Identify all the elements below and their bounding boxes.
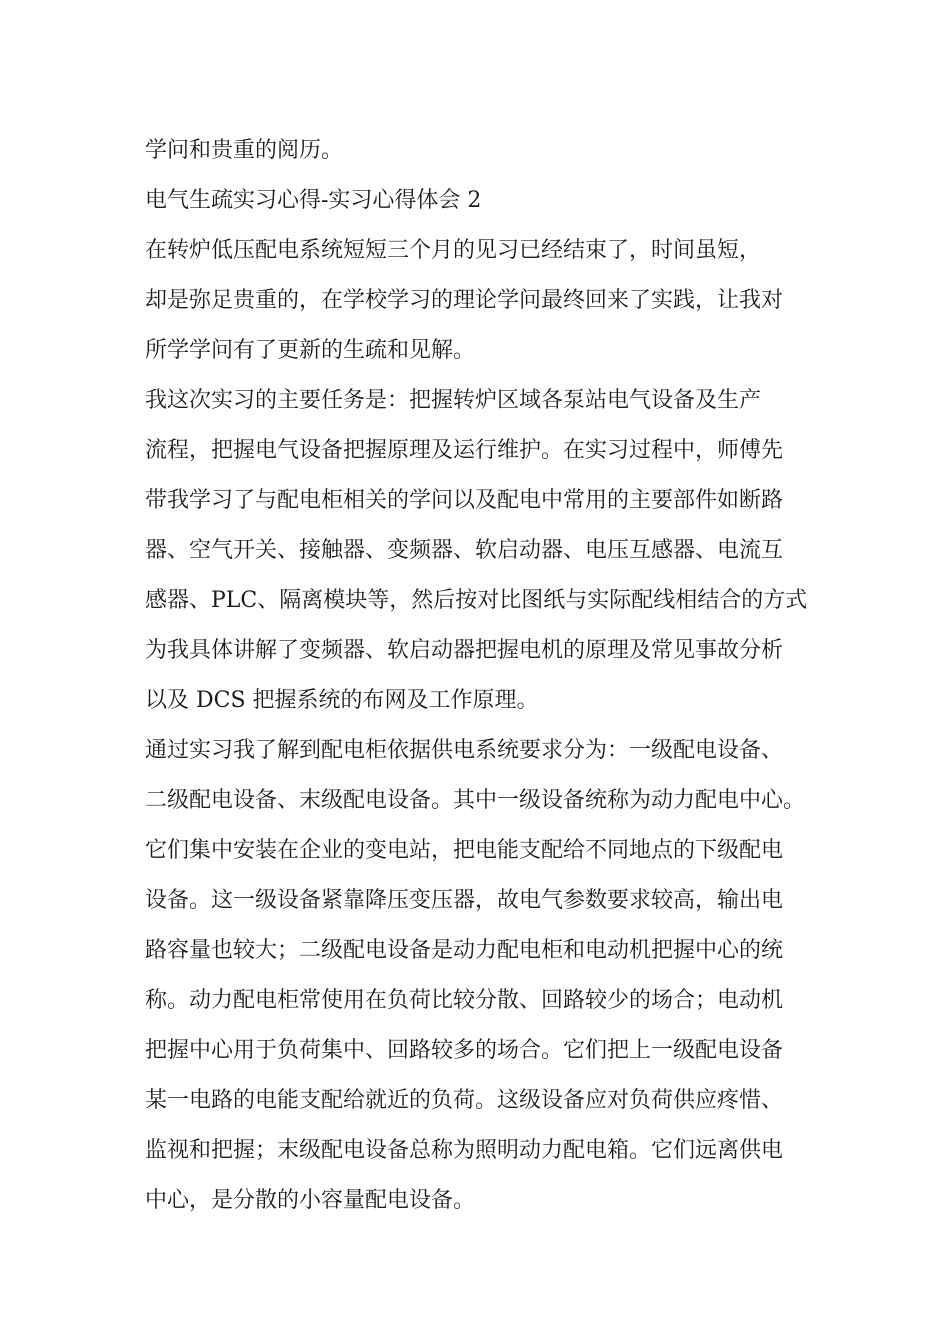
section-heading: 电气生疏实习心得-实习心得体会 2 [145, 188, 482, 213]
text-line-13: 通过实习我了解到配电柜依据供电系统要求分为：一级配电设备、 [145, 738, 784, 763]
text-line-7: 流程，把握电气设备把握原理及运行维护。在实习过程中，师傅先 [145, 438, 784, 463]
document-body [145, 126, 825, 1226]
text-line-9: 器、空气开关、接触器、变频器、软启动器、电压互感器、电流互 [145, 538, 784, 563]
text-line-19: 把握中心用于负荷集中、回路较多的场合。它们把上一级配电设备 [145, 1038, 784, 1063]
text-line-14: 二级配电设备、末级配电设备。其中一级设备统称为动力配电中心。 [145, 788, 806, 813]
text-line-18: 称。动力配电柜常使用在负荷比较分散、回路较少的场合；电动机 [145, 988, 784, 1013]
text-line-22: 中心，是分散的小容量配电设备。 [145, 1188, 476, 1213]
text-line-1: 学问和贵重的阅历。 [145, 138, 344, 163]
text-line-6: 我这次实习的主要任务是：把握转炉区域各泵站电气设备及生产 [145, 388, 762, 413]
text-line-15: 它们集中安装在企业的变电站，把电能支配给不同地点的下级配电 [145, 838, 784, 863]
text-line-5: 所学学问有了更新的生疏和见解。 [145, 338, 476, 363]
text-line-4: 却是弥足贵重的，在学校学习的理论学问最终回来了实践，让我对 [145, 288, 784, 313]
text-line-3: 在转炉低压配电系统短短三个月的见习已经结束了，时间虽短， [145, 238, 762, 263]
text-line-21: 监视和把握；末级配电设备总称为照明动力配电箱。它们远离供电 [145, 1138, 784, 1163]
text-line-11: 为我具体讲解了变频器、软启动器把握电机的原理及常见事故分析 [145, 638, 784, 663]
text-line-16: 设备。这一级设备紧靠降压变压器，故电气参数要求较高，输出电 [145, 888, 784, 913]
text-line-17: 路容量也较大；二级配电设备是动力配电柜和电动机把握中心的统 [145, 938, 784, 963]
text-line-20: 某一电路的电能支配给就近的负荷。这级设备应对负荷供应疼惜、 [145, 1088, 784, 1113]
text-line-12: 以及 DCS 把握系统的布网及工作原理。 [145, 688, 539, 713]
text-line-8: 带我学习了与配电柜相关的学问以及配电中常用的主要部件如断路 [145, 488, 784, 513]
text-line-10: 感器、PLC、隔离模块等，然后按对比图纸与实际配线相结合的方式 [145, 588, 808, 613]
